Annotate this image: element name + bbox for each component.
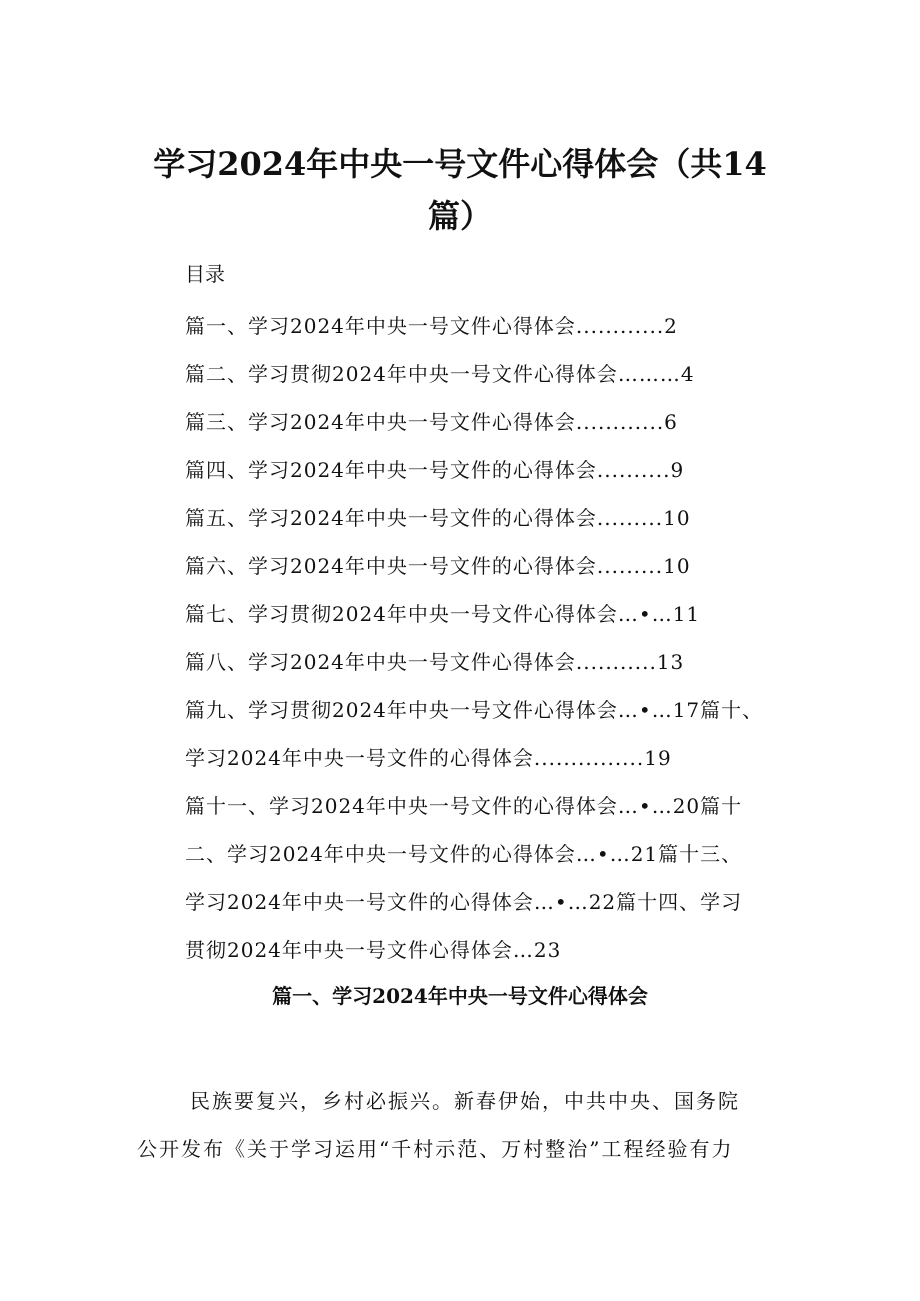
toc-line: 篇四、学习2024年中央一号文件的心得体会..........9 (185, 458, 685, 482)
toc-line: 篇八、学习2024年中央一号文件心得体会...........13 (185, 650, 685, 674)
paragraph-line: 公开发布《关于学习运用“千村示范、万村整治”工程经验有力 (137, 1137, 734, 1161)
toc-line: 学习2024年中央一号文件的心得体会…•…22篇十四、学习 (185, 890, 743, 914)
toc-heading: 目录 (185, 262, 225, 286)
paragraph-line: 民族要复兴，乡村必振兴。新春伊始，中共中央、国务院 (190, 1089, 740, 1113)
toc-line: 二、学习2024年中央一号文件的心得体会…•…21篇十三、 (185, 842, 743, 866)
toc-line: 篇十一、学习2024年中央一号文件的心得体会…•…20篇十 (185, 794, 743, 818)
toc-line: 篇七、学习贯彻2024年中央一号文件心得体会…•…11 (185, 602, 701, 626)
toc-line: 篇六、学习2024年中央一号文件的心得体会.........10 (185, 554, 691, 578)
title-line-1: 学习2024年中央一号文件心得体会（共14 (153, 145, 767, 183)
toc-line: 学习2024年中央一号文件的心得体会...............19 (185, 746, 672, 770)
toc-line: 篇五、学习2024年中央一号文件的心得体会.........10 (185, 506, 691, 530)
toc-line: 篇九、学习贯彻2024年中央一号文件心得体会…•…17篇十、 (185, 698, 764, 722)
toc-line: 篇二、学习贯彻2024年中央一号文件心得体会………4 (185, 362, 695, 386)
toc-line: 贯彻2024年中央一号文件心得体会…23 (185, 938, 562, 962)
toc-line: 篇三、学习2024年中央一号文件心得体会............6 (185, 410, 678, 434)
document-title (100, 138, 820, 242)
section-title: 篇一、学习2024年中央一号文件心得体会 (272, 984, 648, 1008)
toc-line: 篇一、学习2024年中央一号文件心得体会............2 (185, 314, 678, 338)
title-line-2: 篇） (427, 197, 492, 235)
